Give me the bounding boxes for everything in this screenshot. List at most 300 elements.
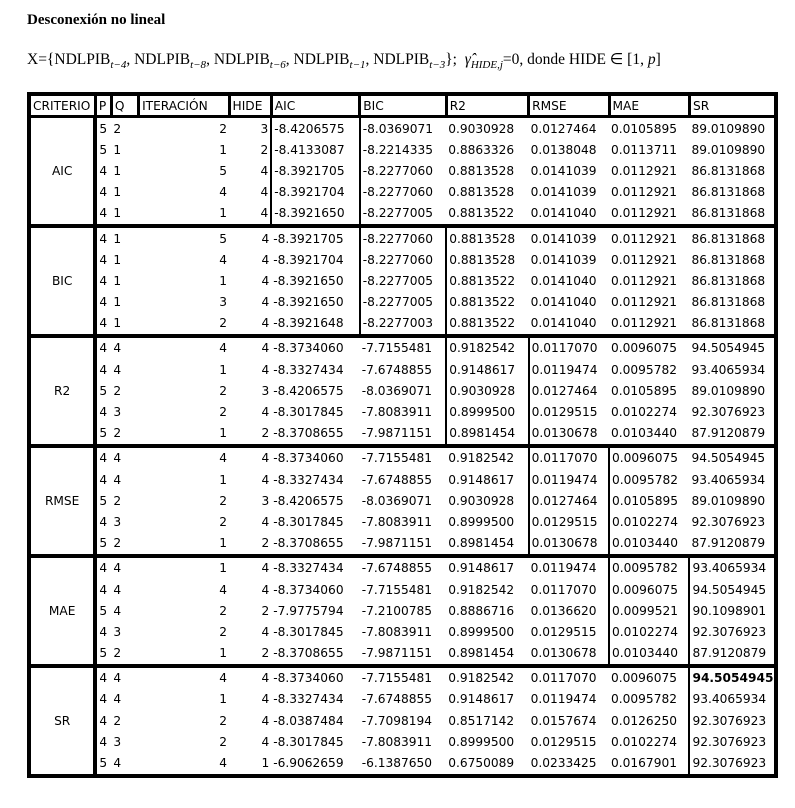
cell-q: 2 <box>111 533 138 556</box>
cell-r2: 0.8981454 <box>446 423 528 446</box>
column-header-rmse: RMSE <box>529 94 609 117</box>
cell-rmse: 0.0129515 <box>531 405 598 420</box>
cell-mae: 0.0112921 <box>611 163 677 178</box>
cell-aic: -8.3734060 <box>273 671 344 686</box>
cell-bic: -8.0369071 <box>361 493 433 508</box>
cell-aic: -8.4206575 <box>273 493 344 508</box>
cell-aic: -7.9775794 <box>273 603 344 618</box>
cell-bic: -8.2214335 <box>362 142 434 157</box>
results-table <box>27 92 778 778</box>
cell-sr: 94.5054945 <box>691 341 766 356</box>
table-row <box>29 380 776 401</box>
cell-sr: 94.5054945 <box>691 451 766 466</box>
cell-r2: 0.8813528 <box>449 231 516 246</box>
cell-hide: 4 <box>261 514 270 529</box>
cell-q: 1 <box>113 273 122 288</box>
cell-mae: 0.0113711 <box>611 142 677 157</box>
cell-hide: 4 <box>261 295 270 310</box>
criterio-cell: R2 <box>29 336 95 446</box>
cell-sr: 86.8131868 <box>691 295 766 310</box>
cell-p: 4 <box>99 472 108 487</box>
cell-sr: 92.3076923 <box>689 752 776 775</box>
formula-term-subscript: t−3 <box>429 59 446 72</box>
cell-q: 4 <box>113 362 122 377</box>
formula-prefix: X={ <box>27 51 55 68</box>
cell-bic: -7.8083911 <box>361 624 433 639</box>
cell-bic: -7.9871151 <box>360 643 446 666</box>
cell-hide: 4 <box>261 734 270 749</box>
formula-p: p <box>647 51 656 68</box>
cell-rmse: 0.0141040 <box>529 313 609 336</box>
cell-rmse: 0.0119474 <box>530 692 597 707</box>
cell-hide: 4 <box>261 671 270 686</box>
cell-iteración: 2 <box>219 713 228 728</box>
cell-p: 5 <box>95 533 111 556</box>
cell-bic: -7.6748855 <box>361 362 433 377</box>
cell-rmse: 0.0117070 <box>529 446 609 469</box>
cell-r2: 0.8813528 <box>449 252 516 267</box>
table-row <box>29 600 776 621</box>
table-row <box>29 182 776 203</box>
cell-rmse: 0.0141039 <box>530 252 597 267</box>
cell-mae: 0.0103440 <box>609 533 689 556</box>
cell-r2: 0.6750089 <box>446 752 528 775</box>
cell-mae: 0.0103440 <box>609 423 689 446</box>
cell-r2: 0.9030928 <box>448 493 515 508</box>
cell-hide: 3 <box>261 383 270 398</box>
table-row <box>29 731 776 752</box>
column-header-aic: AIC <box>271 94 359 117</box>
cell-r2: 0.8813522 <box>449 295 516 310</box>
cell-mae: 0.0105895 <box>611 383 677 398</box>
cell-sr: 90.1098901 <box>692 603 767 618</box>
table-row <box>29 643 776 666</box>
cell-sr: 86.8131868 <box>691 231 766 246</box>
cell-aic: -8.3708655 <box>271 533 359 556</box>
cell-rmse: 0.0141040 <box>530 295 597 310</box>
cell-hide: 4 <box>229 313 271 336</box>
table-row <box>29 401 776 422</box>
cell-q: 3 <box>113 734 122 749</box>
cell-iteración: 5 <box>219 231 228 246</box>
cell-iteración: 1 <box>219 472 228 487</box>
cell-sr: 87.9120879 <box>689 423 776 446</box>
cell-mae: 0.0102274 <box>612 514 678 529</box>
cell-r2: 0.9182542 <box>446 336 528 359</box>
cell-r2: 0.8517142 <box>448 713 515 728</box>
cell-iteración: 1 <box>139 203 229 226</box>
cell-iteración: 1 <box>219 692 228 707</box>
table-row <box>29 203 776 226</box>
cell-sr: 89.0109890 <box>691 121 766 136</box>
cell-iteración: 1 <box>219 273 228 288</box>
cell-mae: 0.0112921 <box>611 231 677 246</box>
cell-mae: 0.0096075 <box>611 341 677 356</box>
cell-p: 5 <box>99 383 108 398</box>
cell-q: 4 <box>111 752 138 775</box>
table-row <box>29 579 776 600</box>
cell-hide: 1 <box>229 752 271 775</box>
cell-q: 1 <box>111 203 138 226</box>
formula-term-subscript: t−6 <box>269 59 286 72</box>
cell-iteración: 1 <box>139 423 229 446</box>
cell-hide: 4 <box>261 405 270 420</box>
cell-aic: -8.4206575 <box>271 117 359 140</box>
cell-q: 1 <box>113 142 122 157</box>
cell-bic: -7.6748855 <box>361 692 433 707</box>
cell-p: 5 <box>99 142 108 157</box>
cell-aic: -8.3017845 <box>273 514 344 529</box>
cell-aic: -8.3017845 <box>273 624 344 639</box>
cell-mae: 0.0095782 <box>611 692 677 707</box>
cell-iteración: 4 <box>139 752 229 775</box>
cell-aic: -8.3708655 <box>271 643 359 666</box>
cell-sr: 89.0109890 <box>691 383 766 398</box>
cell-hide: 2 <box>261 603 270 618</box>
cell-q: 2 <box>113 493 122 508</box>
column-header-bic: BIC <box>360 94 446 117</box>
cell-r2: 0.8981454 <box>446 643 528 666</box>
cell-rmse: 0.0117070 <box>531 341 598 356</box>
table-row <box>29 446 776 469</box>
cell-r2: 0.9182542 <box>448 582 515 597</box>
cell-sr: 92.3076923 <box>692 624 767 639</box>
cell-mae: 0.0096075 <box>611 671 677 686</box>
cell-hide: 4 <box>229 203 271 226</box>
cell-iteración: 2 <box>219 603 228 618</box>
cell-sr: 93.4065934 <box>689 689 776 710</box>
table-row <box>29 139 776 160</box>
column-header-r2: R2 <box>446 94 528 117</box>
cell-mae: 0.0095782 <box>612 472 678 487</box>
column-header-mae: MAE <box>609 94 689 117</box>
cell-p: 5 <box>99 121 108 136</box>
cell-sr: 87.9120879 <box>689 643 776 666</box>
cell-q: 2 <box>113 121 122 136</box>
cell-aic: -8.3327434 <box>273 692 344 707</box>
cell-q: 4 <box>113 561 122 576</box>
cell-bic: -7.9871151 <box>360 533 446 556</box>
cell-rmse: 0.0138048 <box>530 142 597 157</box>
formula-condition: =0, donde HIDE ∈ [1, <box>502 51 648 68</box>
table-row <box>29 226 776 249</box>
cell-sr: 93.4065934 <box>691 472 766 487</box>
formula-terms: $NDLPIB_{t-4}$, $NDLPIB_{t-8}$, $NDLPIB_{t-6}$, $NDLPIB_{t-1}$, $NDLPIB_{t-3}$ <box>54 51 446 72</box>
cell-r2: 0.8813522 <box>446 203 528 226</box>
cell-r2: 0.8999500 <box>448 624 515 639</box>
column-header-p: P <box>95 94 111 117</box>
cell-rmse: 0.0117070 <box>530 582 597 597</box>
cell-r2: 0.8813522 <box>449 273 516 288</box>
table-row <box>29 359 776 380</box>
criterio-cell: AIC <box>29 117 95 226</box>
cell-aic: -8.3921704 <box>271 182 359 203</box>
cell-rmse: 0.0130678 <box>529 423 609 446</box>
cell-p: 5 <box>95 643 111 666</box>
cell-q: 1 <box>113 185 122 200</box>
cell-aic: -8.3921705 <box>271 160 359 181</box>
cell-rmse: 0.0233425 <box>529 752 609 775</box>
cell-bic: -8.2277005 <box>360 270 446 291</box>
cell-bic: -7.8083911 <box>361 734 433 749</box>
cell-mae: 0.0102274 <box>609 621 689 642</box>
cell-mae: 0.0102274 <box>611 405 677 420</box>
cell-p: 4 <box>99 273 108 288</box>
cell-mae: 0.0112921 <box>609 203 689 226</box>
cell-bic: -7.7098194 <box>361 713 433 728</box>
cell-hide: 4 <box>261 273 270 288</box>
cell-q: 4 <box>113 341 122 356</box>
cell-aic: -8.3734060 <box>273 341 344 356</box>
cell-hide: 4 <box>260 185 269 200</box>
cell-sr: 93.4065934 <box>692 561 767 576</box>
cell-rmse: 0.0141039 <box>530 185 597 200</box>
cell-q: 2 <box>113 383 122 398</box>
cell-aic: -8.3327434 <box>273 472 344 487</box>
table-row <box>29 752 776 775</box>
table-row <box>29 511 776 532</box>
cell-p: 5 <box>95 752 111 775</box>
cell-aic: -8.4133087 <box>271 139 359 160</box>
cell-p: 4 <box>99 734 108 749</box>
cell-mae: 0.0095782 <box>611 362 677 377</box>
cell-q: 3 <box>113 624 122 639</box>
table-row <box>29 313 776 336</box>
cell-sr: 89.0109890 <box>691 142 766 157</box>
table-row <box>29 249 776 270</box>
cell-aic: -8.3327434 <box>273 362 344 377</box>
cell-rmse: 0.0129515 <box>530 734 597 749</box>
cell-hide: 4 <box>261 582 270 597</box>
cell-r2: 0.8813522 <box>446 313 528 336</box>
cell-r2: 0.9148617 <box>448 472 515 487</box>
cell-p: 4 <box>99 405 108 420</box>
cell-hide: 4 <box>261 252 270 267</box>
cell-q: 1 <box>113 163 122 178</box>
cell-bic: -8.2277060 <box>360 249 446 270</box>
cell-mae: 0.0112921 <box>611 295 677 310</box>
cell-bic: -8.2277005 <box>360 292 446 313</box>
cell-aic: -8.4206575 <box>273 383 344 398</box>
cell-p: 4 <box>99 362 108 377</box>
cell-p: 4 <box>99 514 108 529</box>
cell-p: 4 <box>99 231 108 246</box>
table-body <box>29 117 776 776</box>
cell-aic: -8.3921705 <box>273 231 344 246</box>
cell-sr: 86.8131868 <box>691 163 766 178</box>
table-row <box>29 710 776 731</box>
column-header-q: Q <box>111 94 138 117</box>
formula-term: NDLPIB <box>293 51 350 68</box>
cell-sr: 86.8131868 <box>691 252 766 267</box>
formula-term: NDLPIB <box>134 51 191 68</box>
cell-iteración: 1 <box>219 561 228 576</box>
cell-r2: 0.9030928 <box>448 121 515 136</box>
criterio-cell: BIC <box>29 226 95 336</box>
cell-p: 4 <box>99 671 108 686</box>
cell-hide: 2 <box>229 423 271 446</box>
cell-iteración: 4 <box>219 252 228 267</box>
cell-sr: 92.3076923 <box>689 731 776 752</box>
cell-sr: 86.8131868 <box>691 185 766 200</box>
cell-iteración: 4 <box>219 671 228 686</box>
table-row <box>29 160 776 181</box>
cell-aic: -8.3017845 <box>273 405 344 420</box>
cell-r2: 0.8886716 <box>448 603 515 618</box>
cell-r2: 0.9182542 <box>448 671 515 686</box>
cell-hide: 4 <box>261 624 270 639</box>
cell-sr: 94.5054945 <box>692 582 767 597</box>
criterio-cell: MAE <box>29 556 95 666</box>
criterio-cell: SR <box>29 666 95 776</box>
table-row <box>29 621 776 642</box>
cell-bic: -8.2277003 <box>360 313 446 336</box>
cell-hide: 3 <box>261 493 270 508</box>
cell-p: 4 <box>99 185 108 200</box>
cell-rmse: 0.0141040 <box>529 203 609 226</box>
cell-r2: 0.8999500 <box>448 514 515 529</box>
cell-bic: -7.2100785 <box>361 603 433 618</box>
cell-r2: 0.8813528 <box>448 163 515 178</box>
cell-iteración: 2 <box>219 405 228 420</box>
cell-iteración: 2 <box>219 624 228 639</box>
cell-rmse: 0.0130678 <box>529 643 609 666</box>
cell-mae: 0.0126250 <box>611 713 677 728</box>
cell-iteración: 2 <box>219 734 228 749</box>
cell-iteración: 2 <box>139 313 229 336</box>
table-row <box>29 490 776 511</box>
cell-iteración: 1 <box>139 533 229 556</box>
cell-hide: 4 <box>261 362 270 377</box>
cell-bic: -7.9871151 <box>360 423 446 446</box>
cell-p: 5 <box>95 423 111 446</box>
cell-q: 4 <box>113 582 122 597</box>
cell-rmse: 0.0141039 <box>530 163 597 178</box>
formula <box>27 50 661 71</box>
cell-bic: -7.8083911 <box>361 514 433 529</box>
cell-p: 4 <box>99 451 108 466</box>
cell-r2: 0.9030928 <box>446 380 528 401</box>
cell-aic: -8.3327434 <box>273 561 344 576</box>
cell-mae: 0.0103440 <box>609 643 689 666</box>
cell-q: 4 <box>113 603 122 618</box>
cell-aic: -8.3017845 <box>273 734 344 749</box>
cell-aic: -6.9062659 <box>271 752 359 775</box>
cell-r2: 0.9148617 <box>448 692 515 707</box>
cell-r2: 0.9182542 <box>448 451 515 466</box>
cell-iteración: 1 <box>219 142 228 157</box>
gamma-symbol: γ̂ <box>464 51 471 68</box>
cell-q: 3 <box>113 405 122 420</box>
formula-term-subscript: t−4 <box>110 59 127 72</box>
cell-q: 4 <box>113 671 122 686</box>
cell-q: 1 <box>113 252 122 267</box>
cell-sr: 89.0109890 <box>691 493 766 508</box>
cell-p: 5 <box>99 493 108 508</box>
cell-aic: -8.3734060 <box>273 451 344 466</box>
cell-p: 5 <box>99 603 108 618</box>
cell-hide: 4 <box>261 692 270 707</box>
cell-q: 2 <box>113 713 122 728</box>
formula-term: NDLPIB <box>373 51 430 68</box>
cell-bic: -8.2277060 <box>362 163 434 178</box>
cell-p: 4 <box>99 561 108 576</box>
cell-mae: 0.0105895 <box>611 121 677 136</box>
cell-mae: 0.0099521 <box>609 600 689 621</box>
cell-rmse: 0.0127464 <box>531 383 598 398</box>
cell-hide: 4 <box>261 713 270 728</box>
cell-hide: 4 <box>261 472 270 487</box>
cell-p: 4 <box>95 313 111 336</box>
cell-r2: 0.8999500 <box>446 401 528 422</box>
table-row <box>29 533 776 556</box>
cell-mae: 0.0112921 <box>609 313 689 336</box>
cell-rmse: 0.0130678 <box>529 533 609 556</box>
cell-aic: -8.3708655 <box>271 423 359 446</box>
cell-p: 4 <box>99 341 108 356</box>
cell-r2: 0.9148617 <box>446 359 528 380</box>
cell-rmse: 0.0157674 <box>530 713 597 728</box>
cell-rmse: 0.0136620 <box>530 603 597 618</box>
cell-iteración: 3 <box>219 295 228 310</box>
cell-iteración: 4 <box>219 582 228 597</box>
cell-bic: -7.6748855 <box>361 561 433 576</box>
cell-p: 4 <box>99 582 108 597</box>
cell-hide: 2 <box>229 643 271 666</box>
cell-iteración: 4 <box>219 185 228 200</box>
cell-rmse: 0.0119474 <box>531 362 598 377</box>
table-row <box>29 556 776 579</box>
formula-term: NDLPIB <box>54 51 111 68</box>
cell-bic: -7.7155481 <box>361 451 433 466</box>
cell-iteración: 4 <box>219 341 228 356</box>
cell-sr: 92.3076923 <box>689 710 776 731</box>
cell-hide: 4 <box>260 163 269 178</box>
cell-bic: -8.2277060 <box>360 226 446 249</box>
cell-r2: 0.9148617 <box>448 561 515 576</box>
cell-sr: 94.5054945 <box>689 666 776 689</box>
table-header-row <box>29 94 776 117</box>
cell-iteración: 2 <box>219 493 228 508</box>
cell-rmse: 0.0119474 <box>530 561 597 576</box>
cell-p: 4 <box>99 252 108 267</box>
cell-r2: 0.8999500 <box>448 734 515 749</box>
cell-bic: -7.8083911 <box>361 405 433 420</box>
cell-hide: 4 <box>261 561 270 576</box>
cell-rmse: 0.0117070 <box>530 671 597 686</box>
cell-sr: 92.3076923 <box>691 405 766 420</box>
cell-rmse: 0.0129515 <box>530 624 597 639</box>
cell-iteración: 1 <box>139 643 229 666</box>
cell-p: 4 <box>99 295 108 310</box>
table-row <box>29 336 776 359</box>
cell-q: 4 <box>113 472 122 487</box>
cell-sr: 87.9120879 <box>689 533 776 556</box>
cell-bic: -7.6748855 <box>361 472 433 487</box>
column-header-sr: SR <box>689 94 776 117</box>
cell-p: 4 <box>99 624 108 639</box>
cell-rmse: 0.0141039 <box>530 231 597 246</box>
cell-sr: 86.8131868 <box>689 313 776 336</box>
cell-hide: 2 <box>229 533 271 556</box>
cell-sr: 93.4065934 <box>691 362 766 377</box>
cell-iteración: 2 <box>219 383 228 398</box>
cell-iteración: 2 <box>219 121 228 136</box>
cell-aic: -8.3921650 <box>273 273 344 288</box>
cell-aic: -8.0387484 <box>273 713 344 728</box>
cell-p: 4 <box>99 713 108 728</box>
cell-r2: 0.8981454 <box>446 533 528 556</box>
